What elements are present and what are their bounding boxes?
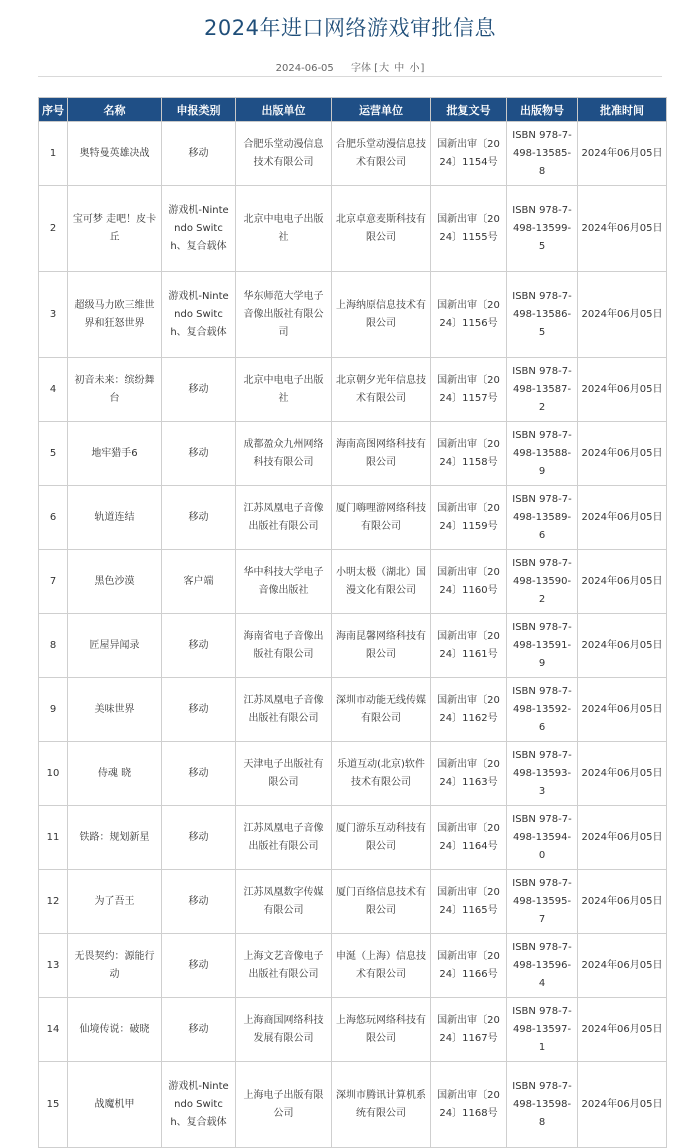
page-title: 2024年进口网络游戏审批信息: [204, 16, 496, 40]
row-number-cell: 1: [39, 122, 68, 186]
table-row: [39, 422, 667, 486]
row-number-cell: 12: [39, 870, 68, 934]
approval-date-cell: 2024年06月05日: [578, 934, 667, 998]
approval-table: [38, 97, 667, 1148]
table-row: [39, 870, 667, 934]
approval-date-cell: 2024年06月05日: [578, 186, 667, 272]
isbn-cell: ISBN 978-7-498-13595-7: [507, 870, 578, 934]
publisher-cell: 上海电子出版有限公司: [236, 1062, 332, 1148]
operator-cell: 上海悠玩网络科技有限公司: [332, 998, 431, 1062]
game-name-cell: 无畏契约：源能行动: [68, 934, 162, 998]
bracket-close: ]: [420, 63, 425, 74]
isbn-cell: ISBN 978-7-498-13591-9: [507, 614, 578, 678]
game-name-cell: 奥特曼英雄决战: [68, 122, 162, 186]
approval-number-cell: 国新出审〔2024〕1168号: [431, 1062, 507, 1148]
approval-number-cell: 国新出审〔2024〕1154号: [431, 122, 507, 186]
operator-cell: 厦门百络信息技术有限公司: [332, 870, 431, 934]
publisher-cell: 北京中电电子出版社: [236, 186, 332, 272]
table-header-row: [39, 98, 667, 122]
table-row: [39, 998, 667, 1062]
font-size-label: 字体: [350, 63, 371, 74]
isbn-cell: ISBN 978-7-498-13590-2: [507, 550, 578, 614]
row-number-cell: 5: [39, 422, 68, 486]
row-number-cell: 15: [39, 1062, 68, 1148]
table-row: [39, 742, 667, 806]
game-name-cell: 为了吾王: [68, 870, 162, 934]
category-cell: 移动: [162, 870, 236, 934]
approval-number-cell: 国新出审〔2024〕1157号: [431, 358, 507, 422]
table-row: [39, 186, 667, 272]
column-header: 出版单位: [236, 98, 332, 122]
row-number-cell: 11: [39, 806, 68, 870]
font-size-small-link[interactable]: 小: [409, 63, 420, 74]
operator-cell: 北京朝夕光年信息技术有限公司: [332, 358, 431, 422]
column-header: 名称: [68, 98, 162, 122]
game-name-cell: 初音未来：缤纷舞台: [68, 358, 162, 422]
approval-date-cell: 2024年06月05日: [578, 678, 667, 742]
approval-date-cell: 2024年06月05日: [578, 1062, 667, 1148]
approval-date-cell: 2024年06月05日: [578, 614, 667, 678]
approval-number-cell: 国新出审〔2024〕1165号: [431, 870, 507, 934]
table-row: [39, 614, 667, 678]
operator-cell: 乐道互动(北京)软件技术有限公司: [332, 742, 431, 806]
approval-number-cell: 国新出审〔2024〕1167号: [431, 998, 507, 1062]
table-row: [39, 678, 667, 742]
row-number-cell: 6: [39, 486, 68, 550]
game-name-cell: 超级马力欧三维世界和狂怒世界: [68, 272, 162, 358]
isbn-cell: ISBN 978-7-498-13596-4: [507, 934, 578, 998]
publisher-cell: 江苏凤凰电子音像出版社有限公司: [236, 486, 332, 550]
font-size-medium-link[interactable]: 中: [394, 63, 405, 74]
approval-number-cell: 国新出审〔2024〕1166号: [431, 934, 507, 998]
approval-number-cell: 国新出审〔2024〕1160号: [431, 550, 507, 614]
isbn-cell: ISBN 978-7-498-13586-5: [507, 272, 578, 358]
category-cell: 客户端: [162, 550, 236, 614]
approval-date-cell: 2024年06月05日: [578, 806, 667, 870]
operator-cell: 厦门游乐互动科技有限公司: [332, 806, 431, 870]
operator-cell: 深圳市动能无线传媒有限公司: [332, 678, 431, 742]
publisher-cell: 江苏凤凰电子音像出版社有限公司: [236, 806, 332, 870]
isbn-cell: ISBN 978-7-498-13599-5: [507, 186, 578, 272]
table-row: [39, 806, 667, 870]
isbn-cell: ISBN 978-7-498-13587-2: [507, 358, 578, 422]
publisher-cell: 华东师范大学电子音像出版社有限公司: [236, 272, 332, 358]
title-divider: [38, 76, 662, 77]
column-header: 序号: [39, 98, 68, 122]
category-cell: 游戏机-Nintendo Switch、复合载体: [162, 272, 236, 358]
approval-number-cell: 国新出审〔2024〕1158号: [431, 422, 507, 486]
category-cell: 移动: [162, 934, 236, 998]
table-row: [39, 272, 667, 358]
row-number-cell: 14: [39, 998, 68, 1062]
category-cell: 移动: [162, 678, 236, 742]
approval-number-cell: 国新出审〔2024〕1156号: [431, 272, 507, 358]
publisher-cell: 海南省电子音像出版社有限公司: [236, 614, 332, 678]
category-cell: 移动: [162, 742, 236, 806]
row-number-cell: 4: [39, 358, 68, 422]
approval-number-cell: 国新出审〔2024〕1162号: [431, 678, 507, 742]
approval-date-cell: 2024年06月05日: [578, 486, 667, 550]
approval-date-cell: 2024年06月05日: [578, 272, 667, 358]
category-cell: 游戏机-Nintendo Switch、复合载体: [162, 1062, 236, 1148]
approval-number-cell: 国新出审〔2024〕1164号: [431, 806, 507, 870]
table-row: [39, 1062, 667, 1148]
game-name-cell: 战魔机甲: [68, 1062, 162, 1148]
column-header: 出版物号: [507, 98, 578, 122]
approval-date-cell: 2024年06月05日: [578, 122, 667, 186]
article-meta: [0, 59, 700, 74]
game-name-cell: 黑色沙漠: [68, 550, 162, 614]
publisher-cell: 江苏凤凰电子音像出版社有限公司: [236, 678, 332, 742]
table-row: [39, 122, 667, 186]
publisher-cell: 上海文艺音像电子出版社有限公司: [236, 934, 332, 998]
isbn-cell: ISBN 978-7-498-13594-0: [507, 806, 578, 870]
publisher-cell: 北京中电电子出版社: [236, 358, 332, 422]
row-number-cell: 7: [39, 550, 68, 614]
operator-cell: 深圳市腾讯计算机系统有限公司: [332, 1062, 431, 1148]
font-size-large-link[interactable]: 大: [379, 63, 390, 74]
row-number-cell: 8: [39, 614, 68, 678]
game-name-cell: 匠屋异闻录: [68, 614, 162, 678]
isbn-cell: ISBN 978-7-498-13597-1: [507, 998, 578, 1062]
operator-cell: 海南昆馨网络科技有限公司: [332, 614, 431, 678]
category-cell: 移动: [162, 422, 236, 486]
operator-cell: 北京卓意麦斯科技有限公司: [332, 186, 431, 272]
category-cell: 移动: [162, 122, 236, 186]
category-cell: 游戏机-Nintendo Switch、复合载体: [162, 186, 236, 272]
isbn-cell: ISBN 978-7-498-13592-6: [507, 678, 578, 742]
table-row: [39, 358, 667, 422]
approval-number-cell: 国新出审〔2024〕1159号: [431, 486, 507, 550]
publisher-cell: 江苏凤凰数字传媒有限公司: [236, 870, 332, 934]
row-number-cell: 3: [39, 272, 68, 358]
operator-cell: 上海纳原信息技术有限公司: [332, 272, 431, 358]
table-row: [39, 486, 667, 550]
table-row: [39, 550, 667, 614]
row-number-cell: 2: [39, 186, 68, 272]
column-header: 申报类别: [162, 98, 236, 122]
category-cell: 移动: [162, 486, 236, 550]
column-header: 批复文号: [431, 98, 507, 122]
operator-cell: 小明太极（湖北）国漫文化有限公司: [332, 550, 431, 614]
publisher-cell: 成都盈众九州网络科技有限公司: [236, 422, 332, 486]
bracket-open: [: [374, 63, 379, 74]
isbn-cell: ISBN 978-7-498-13589-6: [507, 486, 578, 550]
approval-date-cell: 2024年06月05日: [578, 358, 667, 422]
publisher-cell: 合肥乐堂动漫信息技术有限公司: [236, 122, 332, 186]
game-name-cell: 地牢猎手6: [68, 422, 162, 486]
category-cell: 移动: [162, 998, 236, 1062]
approval-date-cell: 2024年06月05日: [578, 998, 667, 1062]
approval-date-cell: 2024年06月05日: [578, 422, 667, 486]
isbn-cell: ISBN 978-7-498-13593-3: [507, 742, 578, 806]
approval-date-cell: 2024年06月05日: [578, 870, 667, 934]
operator-cell: 申涎（上海）信息技术有限公司: [332, 934, 431, 998]
game-name-cell: 美味世界: [68, 678, 162, 742]
row-number-cell: 13: [39, 934, 68, 998]
isbn-cell: ISBN 978-7-498-13598-8: [507, 1062, 578, 1148]
row-number-cell: 9: [39, 678, 68, 742]
game-name-cell: 侍魂 晓: [68, 742, 162, 806]
approval-date-cell: 2024年06月05日: [578, 550, 667, 614]
publisher-cell: 天津电子出版社有限公司: [236, 742, 332, 806]
row-number-cell: 10: [39, 742, 68, 806]
game-name-cell: 仙境传说：破晓: [68, 998, 162, 1062]
publisher-cell: 华中科技大学电子音像出版社: [236, 550, 332, 614]
approval-number-cell: 国新出审〔2024〕1155号: [431, 186, 507, 272]
operator-cell: 海南高图网络科技有限公司: [332, 422, 431, 486]
category-cell: 移动: [162, 806, 236, 870]
column-header: 批准时间: [578, 98, 667, 122]
isbn-cell: ISBN 978-7-498-13585-8: [507, 122, 578, 186]
isbn-cell: ISBN 978-7-498-13588-9: [507, 422, 578, 486]
operator-cell: 合肥乐堂动漫信息技术有限公司: [332, 122, 431, 186]
publish-date: 2024-06-05: [275, 63, 334, 74]
operator-cell: 厦门嗨哩游网络科技有限公司: [332, 486, 431, 550]
category-cell: 移动: [162, 614, 236, 678]
game-name-cell: 轨道连结: [68, 486, 162, 550]
category-cell: 移动: [162, 358, 236, 422]
approval-date-cell: 2024年06月05日: [578, 742, 667, 806]
game-name-cell: 铁路：规划新星: [68, 806, 162, 870]
table-row: [39, 934, 667, 998]
game-name-cell: 宝可梦 走吧！皮卡丘: [68, 186, 162, 272]
approval-number-cell: 国新出审〔2024〕1161号: [431, 614, 507, 678]
publisher-cell: 上海商国网络科技发展有限公司: [236, 998, 332, 1062]
column-header: 运营单位: [332, 98, 431, 122]
approval-number-cell: 国新出审〔2024〕1163号: [431, 742, 507, 806]
